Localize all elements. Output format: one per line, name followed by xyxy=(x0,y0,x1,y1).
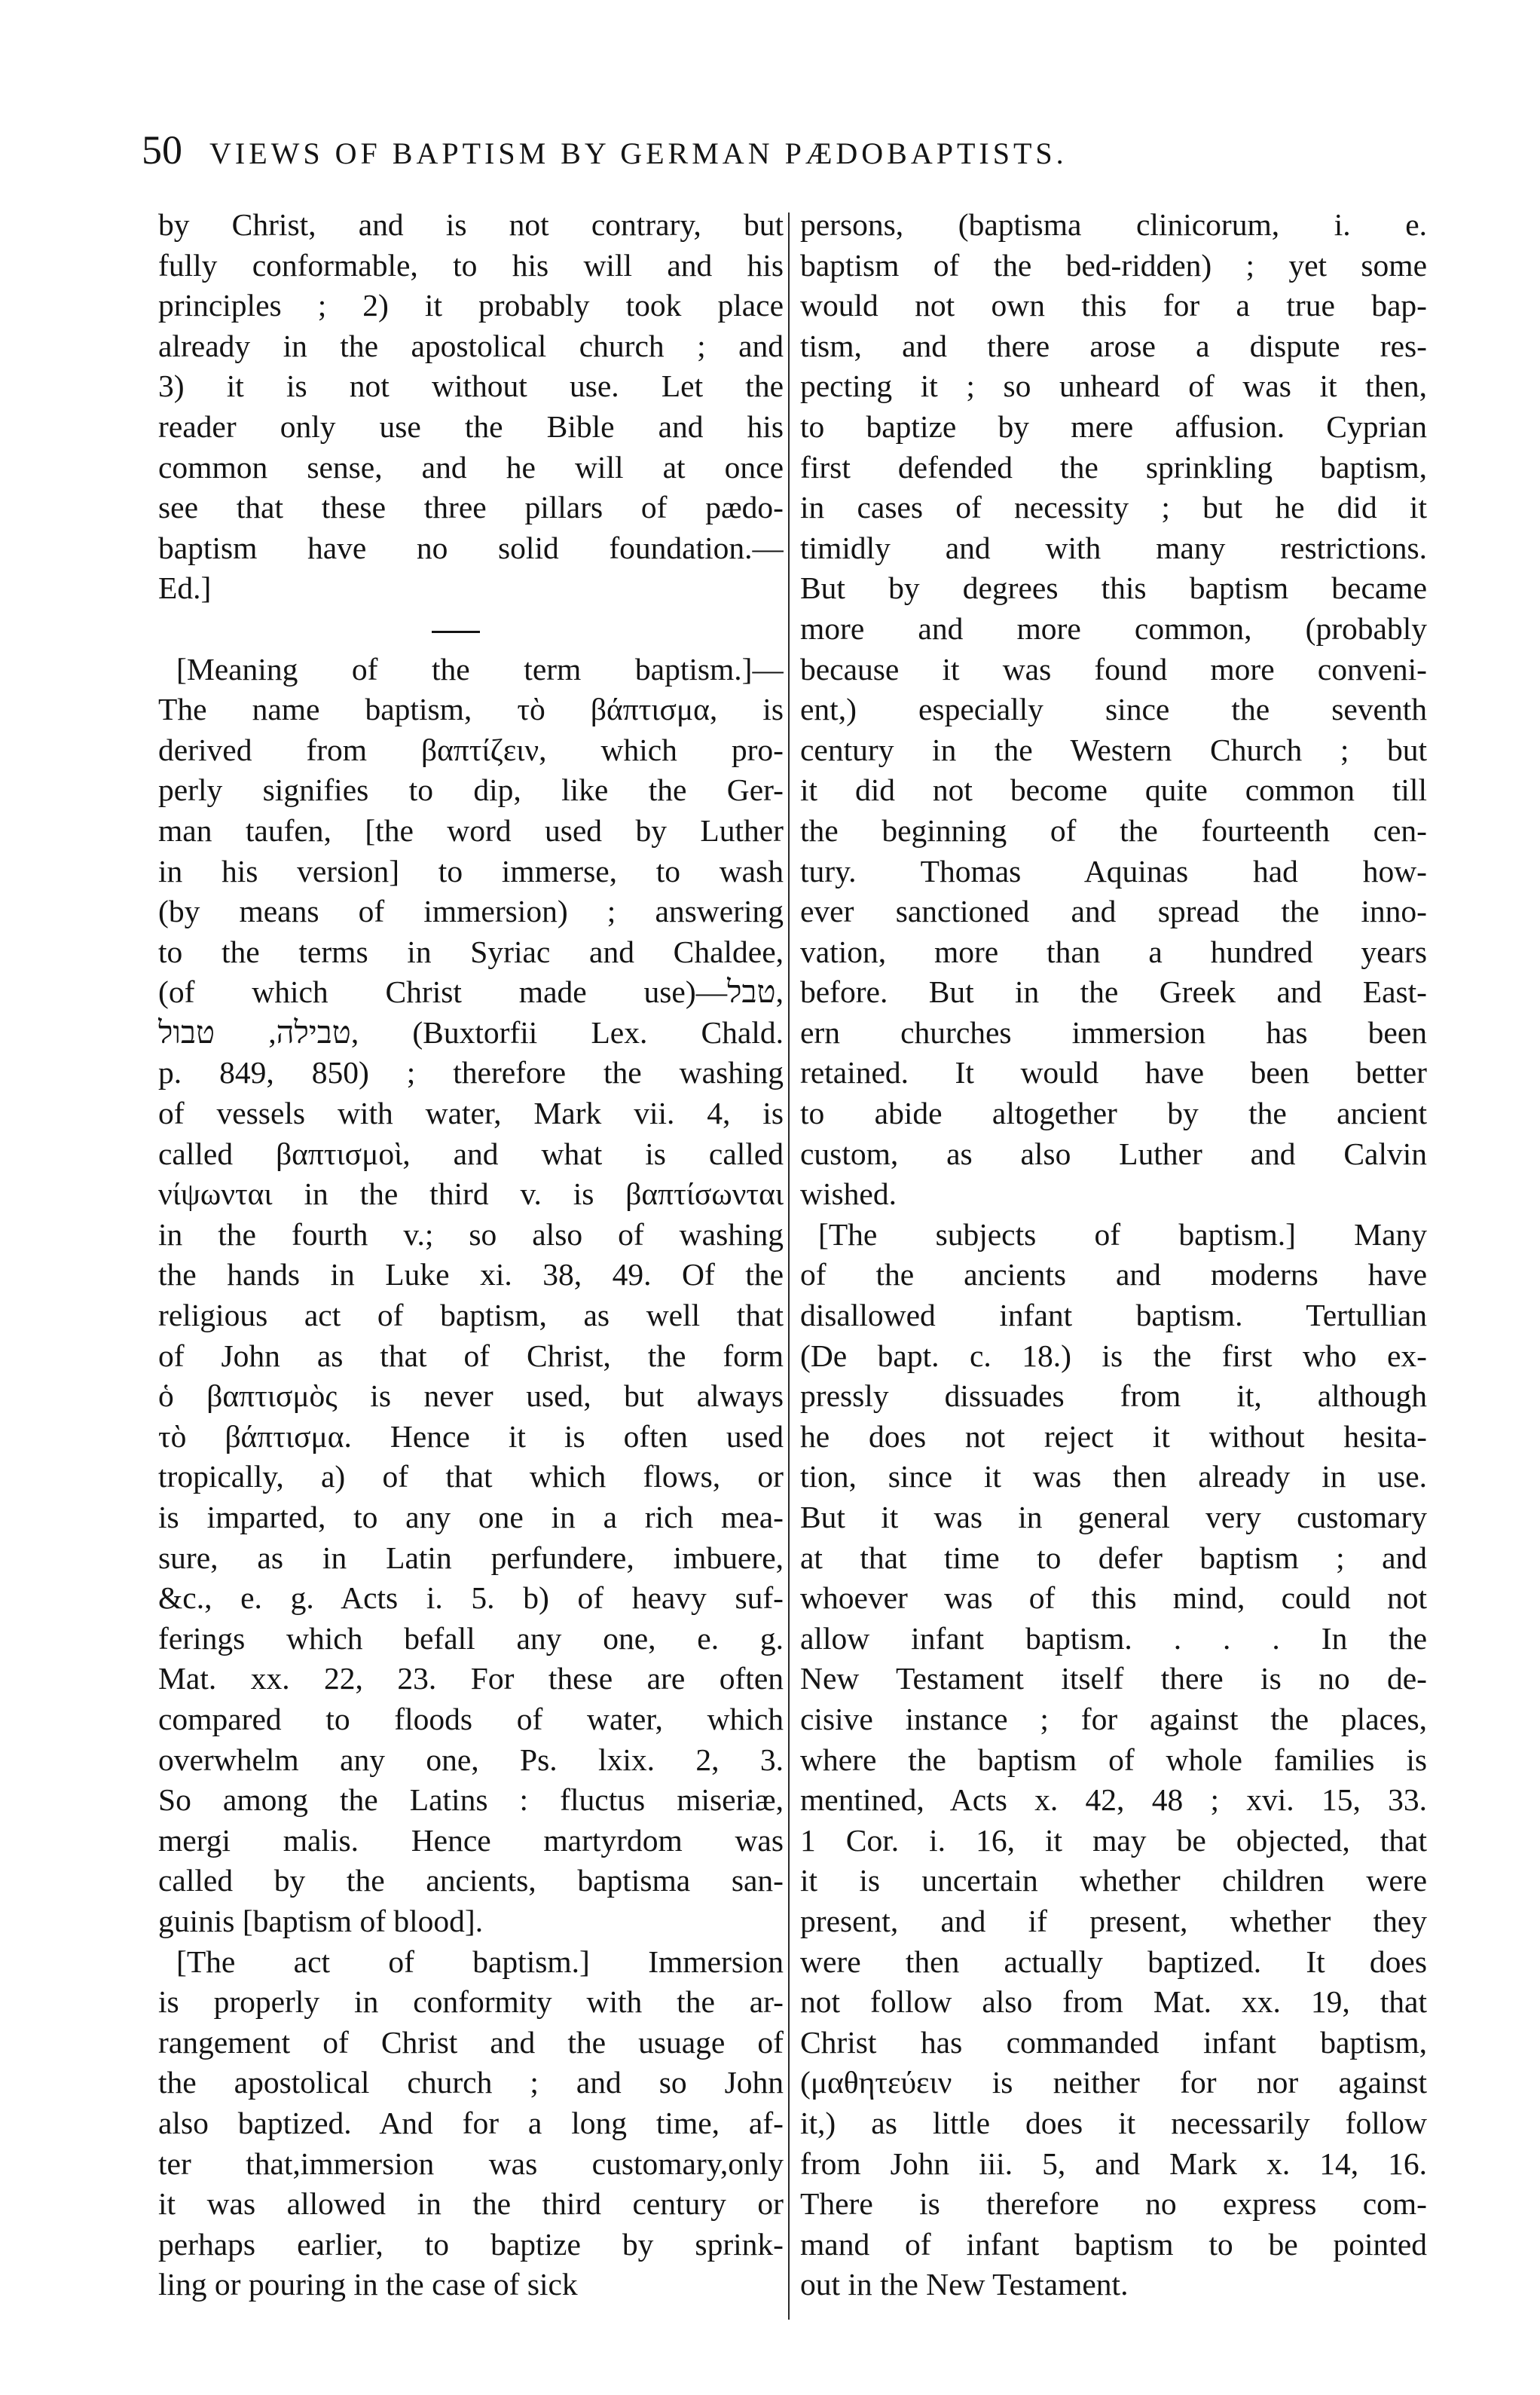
left-column-line: is imparted, to any one in a rich mea- xyxy=(158,1500,784,1534)
left-column-line: &c., e. g. Acts i. 5. b) of heavy suf- xyxy=(158,1580,784,1616)
right-column-line: allow infant baptism. . . . In the xyxy=(800,1620,1427,1656)
right-column-line: century in the Western Church ; but xyxy=(800,732,1427,767)
left-column-line: compared to floods of water, which xyxy=(158,1701,784,1736)
left-column-line: fully conformable, to his will and his xyxy=(158,247,784,283)
left-column-line: (by means of immersion) ; answering xyxy=(158,894,784,929)
left-column-line: perhaps earlier, to baptize by sprink- xyxy=(158,2226,784,2262)
left-column xyxy=(158,205,784,2305)
section-divider-dash xyxy=(158,609,784,650)
right-column-line: in cases of necessity ; but he did it xyxy=(800,490,1427,525)
left-column-line: perly signifies to dip, like the Ger- xyxy=(158,772,784,808)
right-column-line: tion, since it was then already in use. xyxy=(800,1459,1427,1494)
right-column-line: baptism of the bed-ridden) ; yet some xyxy=(800,247,1427,283)
left-column-line: religious act of baptism, as well that xyxy=(158,1298,784,1333)
right-column-line: first defended the sprinkling baptism, xyxy=(800,449,1427,485)
right-column-line: wished. xyxy=(800,1176,897,1212)
left-column-line: man taufen, [the word used by Luther xyxy=(158,812,784,848)
left-column-line: [Meaning of the term baptism.]— xyxy=(176,651,784,687)
running-title: VIEWS OF BAPTISM BY GERMAN PÆDOBAPTISTS. xyxy=(209,136,1068,170)
left-column-line: also baptized. And for a long time, af- xyxy=(158,2105,784,2140)
right-column-line: cisive instance ; for against the places, xyxy=(800,1701,1427,1736)
right-column-line: out in the New Testament. xyxy=(800,2267,1129,2302)
right-column-line: more and more common, (probably xyxy=(800,610,1427,646)
left-column-line: sure, as in Latin perfundere, imbuere, xyxy=(158,1540,784,1575)
right-column-line: retained. It would have been better xyxy=(800,1055,1427,1090)
right-column-line: ern churches immersion has been xyxy=(800,1014,1427,1050)
right-column-line: he does not reject it without hesita- xyxy=(800,1418,1427,1454)
right-column-line: (De bapt. c. 18.) is the first who ex- xyxy=(800,1338,1427,1373)
left-column-line: guinis [baptism of blood]. xyxy=(158,1903,484,1938)
right-column xyxy=(800,205,1427,2305)
right-column-line: from John iii. 5, and Mark x. 14, 16. xyxy=(800,2146,1427,2181)
left-column-line: called by the ancients, baptisma san- xyxy=(158,1863,784,1898)
right-column-line: [The subjects of baptism.] Many xyxy=(818,1216,1427,1252)
right-column-line: New Testament itself there is no de- xyxy=(800,1661,1427,1696)
left-column-line: already in the apostolical church ; and xyxy=(158,328,784,363)
right-column-line: to baptize by mere affusion. Cyprian xyxy=(800,408,1427,444)
left-column-line: ter that,immersion was customary,only xyxy=(158,2146,784,2181)
right-column-line: disallowed infant baptism. Tertullian xyxy=(800,1298,1427,1333)
right-column-line: it,) as little does it necessarily follow xyxy=(800,2105,1427,2140)
left-column-line: tropically, a) of that which flows, or xyxy=(158,1459,784,1494)
right-column-line: persons, (baptisma clinicorum, i. e. xyxy=(800,207,1427,242)
left-column-line: in his version] to immerse, to wash xyxy=(158,853,784,889)
left-column-line: טבילה, טבול, (Buxtorfii Lex. Chald. xyxy=(158,1014,784,1050)
left-column-line: it was allowed in the third century or xyxy=(158,2186,784,2222)
left-column-line: rangement of Christ and the usuage of xyxy=(158,2024,784,2060)
right-column-line: vation, more than a hundred years xyxy=(800,934,1427,969)
left-column-line: common sense, and he will at once xyxy=(158,449,784,485)
right-column-line: it is uncertain whether children were xyxy=(800,1863,1427,1898)
left-column-line: 3) it is not without use. Let the xyxy=(158,369,784,404)
right-column-line: would not own this for a true bap- xyxy=(800,288,1427,323)
right-column-line: it did not become quite common till xyxy=(800,772,1427,808)
right-column-line: ent,) especially since the seventh xyxy=(800,692,1427,727)
left-column-line: to the terms in Syriac and Chaldee, xyxy=(158,934,784,969)
right-column-line: pressly dissuades from it, although xyxy=(800,1378,1427,1414)
right-column-line: before. But in the Greek and East- xyxy=(800,974,1427,1010)
left-column-line: see that these three pillars of pædo- xyxy=(158,490,784,525)
right-column-line: There is therefore no express com- xyxy=(800,2186,1427,2222)
left-column-line: ὁ βαπτισμὸς is never used, but always xyxy=(158,1378,784,1414)
left-column-line: called βαπτισμοὶ, and what is called xyxy=(158,1136,784,1171)
left-column-line: by Christ, and is not contrary, but xyxy=(158,207,784,242)
left-column-line: [The act of baptism.] Immersion xyxy=(176,1944,784,1979)
left-column-line: Mat. xx. 22, 23. For these are often xyxy=(158,1661,784,1696)
right-column-line: custom, as also Luther and Calvin xyxy=(800,1136,1427,1171)
running-header xyxy=(142,127,1422,179)
left-column-line: of John as that of Christ, the form xyxy=(158,1338,784,1373)
left-column-line: principles ; 2) it probably took place xyxy=(158,288,784,323)
dash-rule xyxy=(432,631,480,633)
left-column-line: is properly in conformity with the ar- xyxy=(158,1984,784,2020)
right-column-line: the beginning of the fourteenth cen- xyxy=(800,812,1427,848)
left-column-line: Ed.] xyxy=(158,570,212,606)
left-column-line: mergi malis. Hence martyrdom was xyxy=(158,1822,784,1858)
column-divider xyxy=(788,213,790,2320)
right-column-line: 1 Cor. i. 16, it may be objected, that xyxy=(800,1822,1427,1858)
right-column-line: where the baptism of whole families is xyxy=(800,1742,1427,1777)
left-column-line: the apostolical church ; and so John xyxy=(158,2065,784,2100)
left-column-line: derived from βαπτίζειν, which pro- xyxy=(158,732,784,767)
left-column-line: overwhelm any one, Ps. lxix. 2, 3. xyxy=(158,1742,784,1777)
right-column-line: at that time to defer baptism ; and xyxy=(800,1540,1427,1575)
left-column-line: the hands in Luke xi. 38, 49. Of the xyxy=(158,1257,784,1292)
right-column-line: ever sanctioned and spread the inno- xyxy=(800,894,1427,929)
right-column-line: not follow also from Mat. xx. 19, that xyxy=(800,1984,1427,2020)
right-column-line: pecting it ; so unheard of was it then, xyxy=(800,369,1427,404)
right-column-line: because it was found more conveni- xyxy=(800,651,1427,687)
right-column-line: Christ has commanded infant baptism, xyxy=(800,2024,1427,2060)
right-column-line: mentined, Acts x. 42, 48 ; xvi. 15, 33. xyxy=(800,1782,1427,1818)
right-column-line: mand of infant baptism to be pointed xyxy=(800,2226,1427,2262)
left-column-line: So among the Latins : fluctus miseriæ, xyxy=(158,1782,784,1818)
left-column-line: τὸ βάπτισμα. Hence it is often used xyxy=(158,1418,784,1454)
right-column-line: tury. Thomas Aquinas had how- xyxy=(800,853,1427,889)
left-column-line: (of which Christ made use)—טבל, xyxy=(158,974,784,1010)
right-column-line: But by degrees this baptism became xyxy=(800,570,1427,606)
right-column-line: tism, and there arose a dispute res- xyxy=(800,328,1427,363)
left-column-line: in the fourth v.; so also of washing xyxy=(158,1216,784,1252)
right-column-line: (μαθητεύειν is neither for nor against xyxy=(800,2065,1427,2100)
left-column-line: reader only use the Bible and his xyxy=(158,408,784,444)
left-column-line: of vessels with water, Mark vii. 4, is xyxy=(158,1096,784,1131)
left-column-line: baptism have no solid foundation.— xyxy=(158,530,784,565)
left-column-line: ling or pouring in the case of sick xyxy=(158,2267,578,2302)
left-column-line: p. 849, 850) ; therefore the washing xyxy=(158,1055,784,1090)
left-column-line: νίψωνται in the third v. is βαπτίσωνται xyxy=(158,1176,784,1212)
left-column-line: ferings which befall any one, e. g. xyxy=(158,1620,784,1656)
right-column-line: were then actually baptized. It does xyxy=(800,1944,1427,1979)
left-column-line: The name baptism, τὸ βάπτισμα, is xyxy=(158,692,784,727)
page-number: 50 xyxy=(142,127,182,173)
right-column-line: to abide altogether by the ancient xyxy=(800,1096,1427,1131)
right-column-line: But it was in general very customary xyxy=(800,1500,1427,1534)
right-column-line: of the ancients and moderns have xyxy=(800,1257,1427,1292)
right-column-line: whoever was of this mind, could not xyxy=(800,1580,1427,1616)
right-column-line: timidly and with many restrictions. xyxy=(800,530,1427,565)
right-column-line: present, and if present, whether they xyxy=(800,1903,1427,1938)
